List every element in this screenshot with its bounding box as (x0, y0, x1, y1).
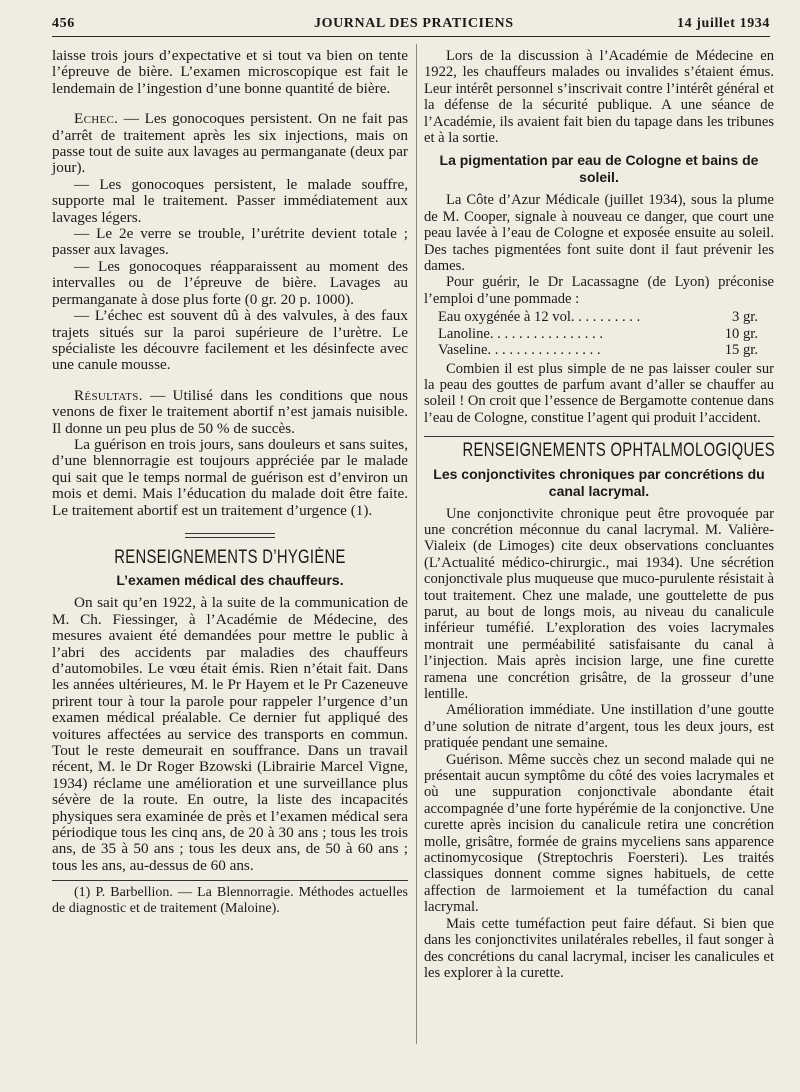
paragraph: Pour guérir, le Dr Lacassagne (de Lyon) préconise l’emploi d’une pommade : (424, 274, 774, 307)
paragraph: — Les gonocoques persistent, le malade souffre, supporte mal le traitement. Passer immédiatement aux lavages légers. (52, 175, 408, 226)
run-in-label: Résultats. (74, 386, 143, 404)
page-number: 456 (52, 16, 75, 31)
left-column (52, 48, 408, 917)
paragraph: — L’échec est souvent dû à des valvules, à des faux trajets situés sur la paroi supérieure de l’urètre. Le spécialiste les découvre facilement et les désinfecte avec une canule mousse. (52, 307, 408, 374)
formula-row: Lanoline. . . . . . . . . . . . . . . . 10 gr. (438, 325, 758, 342)
footnote: (1) P. Barbellion. — La Blennorragie. Méthodes actuelles de diagnostic et de traitement (Maloine). (52, 885, 408, 917)
paragraph: — Le 2e verre se trouble, l’urétrite devient totale ; passer aux lavages. (52, 225, 408, 259)
article-subhead: L’examen médical des chauffeurs. (116, 572, 344, 589)
article-subhead: La pigmentation par eau de Cologne et bains de soleil. (439, 152, 759, 186)
paragraph-resultats: Résultats. — Utilisé dans les conditions que nous venons de fixer le traitement abortif n’est jamais nuisible. Il donne un peu plus de 50 % de succès. (52, 386, 408, 437)
paragraph: Combien il est plus simple de ne pas laisser couler sur la peau des gouttes de parfum avant d’aller se chauffer au soleil ! On croit que l’essence de Bergamotte contenue dans l’eau de Cologne, constitue l’agent qui produit l’accident. (424, 360, 774, 426)
journal-title: JOURNAL DES PRATICIENS (314, 16, 514, 31)
formula-row: Vaseline. . . . . . . . . . . . . . . . 15 gr. (438, 342, 758, 359)
paragraph: Une conjonctivite chronique peut être provoquée par une concrétion méconnue du canal lacrymal. M. Valière-Vialeix (de Limoges) cite deux observations concluantes (L’Actualité médico-chirurgic., mai 1934). Une sécrétion conjonctivale plus muqueuse que muco-purulente résistait à tout traitement. Chez une malade, une gouttelette de pus parut, au bout de longs mois, au niveau du canalicule inférieur tuméfié. L’exploration des voies lacrymales montrait une perméabilité satisfaisante du canal à l’injection. Mais après incision large, une fine curette ramena une concrétion grisâtre, de la grosseur d’une lentille. (424, 505, 774, 702)
column-divider (416, 44, 417, 1044)
paragraph: laisse trois jours d’expectative et si tout va bien on tente l’épreuve de bière. L’examen microscopique est fait le lendemain de l’ingestion d’une bonne quantité de bière. (52, 47, 408, 97)
paragraph-echec: Echec. — Les gonocoques persistent. On ne fait pas d’arrêt de traitement après les six injections, mais on passe tout de suite aux lavages au permanganate (deux par jour). (52, 110, 408, 177)
formula-row: Eau oxygénée à 12 vol. . . . . . . . . . 3 gr. (438, 309, 758, 326)
paragraph: La Côte d’Azur Médicale (juillet 1934), sous la plume de M. Cooper, signale à nouveau ce danger, que court une peau lavée à l’eau de Cologne et exposée ensuite au soleil. Des taches pigmentées font suite dont il faut prévenir les dames. (424, 192, 774, 275)
section-divider (424, 436, 774, 437)
paragraph: On sait qu’en 1922, à la suite de la communication de M. Ch. Fiessinger, à l’Académie de Médecine, des mesures avaient été demandées pour mettre le public à l’abri des accidents par maladies des chauffeurs d’automobiles. Le vœu était émis. Rien n’était fait. Dans les années ultérieures, M. le Pr Hayem et le Pr Cazeneuve prirent tour à tour la parole pour rappeler l’urgence d’un examen médical préalable. Ce dernier fut appliqué des voitures affectées au service des transports en commun. Tout le reste demeurait en souffrance. Dans un travail récent, M. le Dr Roger Bzowski (Librairie Marcel Vigne, 1934) réclame une amélioration et une surveillance plus sévère de la route. En outre, la liste des incapacités physiques sera examinée de près et l’examen médical sera périodique tous les cinq ans, de 20 à 30 ans ; tous les trois ans, de 35 à 50 ans ; tous les deux ans, de 50 à 60 ans ; tous les ans, au-dessus de 60 ans. (52, 594, 408, 874)
section-title: RENSEIGNEMENTS D’HYGIÈNE (114, 546, 346, 568)
running-header (52, 14, 770, 37)
right-column (424, 48, 774, 981)
paragraph: Amélioration immédiate. Une instillation d’une goutte d’une solution de nitrate d’argent, tous les deux jours, est pratiquée pendant une semaine. (424, 702, 774, 752)
paragraph: La guérison en trois jours, sans douleurs et sans suites, d’une blennorragie est toujours appréciée par le malade qui sait que le temps normal de guérison est d’environ un mois et demi. Mais l’éducation du malade doit être faite. Le traitement abortif est un traitement d’urgence (1). (52, 435, 408, 519)
run-in-label: Echec. (74, 110, 119, 128)
footnote-rule (52, 880, 408, 881)
pommade-formula (438, 309, 758, 358)
paragraph: Guérison. Même succès chez un second malade qui ne présentait aucun symptôme du côté des voies lacrymales et où une suppuration conjonctivale abondante était accompagnée d’une forte hypérémie de la conjonctive. Une curette après incision du canalicule retira une concrétion molle, grisâtre, formée de grains myceliens sans apparence actinomycosique (Streptochris Foersteri). Les traités classiques donnent comme signes habituels, de cette affection de larmoiement et la tuméfaction du canal lacrymal. (424, 751, 774, 916)
issue-date: 14 juillet 1934 (677, 16, 770, 31)
paragraph: Lors de la discussion à l’Académie de Médecine en 1922, les chauffeurs malades ou invalides s’étaient émus. Leur intérêt personnel s’inscrivait contre l’intérêt général et la défense de la sécurité publique. A une séance de l’Académie, ils avaient fait bien du tapage dans les tribunes et à la sortie. (424, 48, 774, 147)
paragraph: — Les gonocoques réapparaissent au moment des intervalles ou de l’épreuve de bière. Lavages au permanganate à dose plus forte (0 gr. 20 p. 1000). (52, 257, 408, 308)
article-subhead: Les conjonctivites chroniques par concrétions du canal lacrymal. (433, 465, 765, 499)
section-title: RENSEIGNEMENTS OPHTALMOLOGIQUES (462, 440, 775, 462)
paragraph: Mais cette tuméfaction peut faire défaut. Si bien que dans les conjonctivites unilatérales rebelles, il faut songer à des concrétions du canal lacrymal, inciser les canalicules et les explorer à la curette. (424, 915, 774, 981)
section-divider (185, 533, 275, 538)
